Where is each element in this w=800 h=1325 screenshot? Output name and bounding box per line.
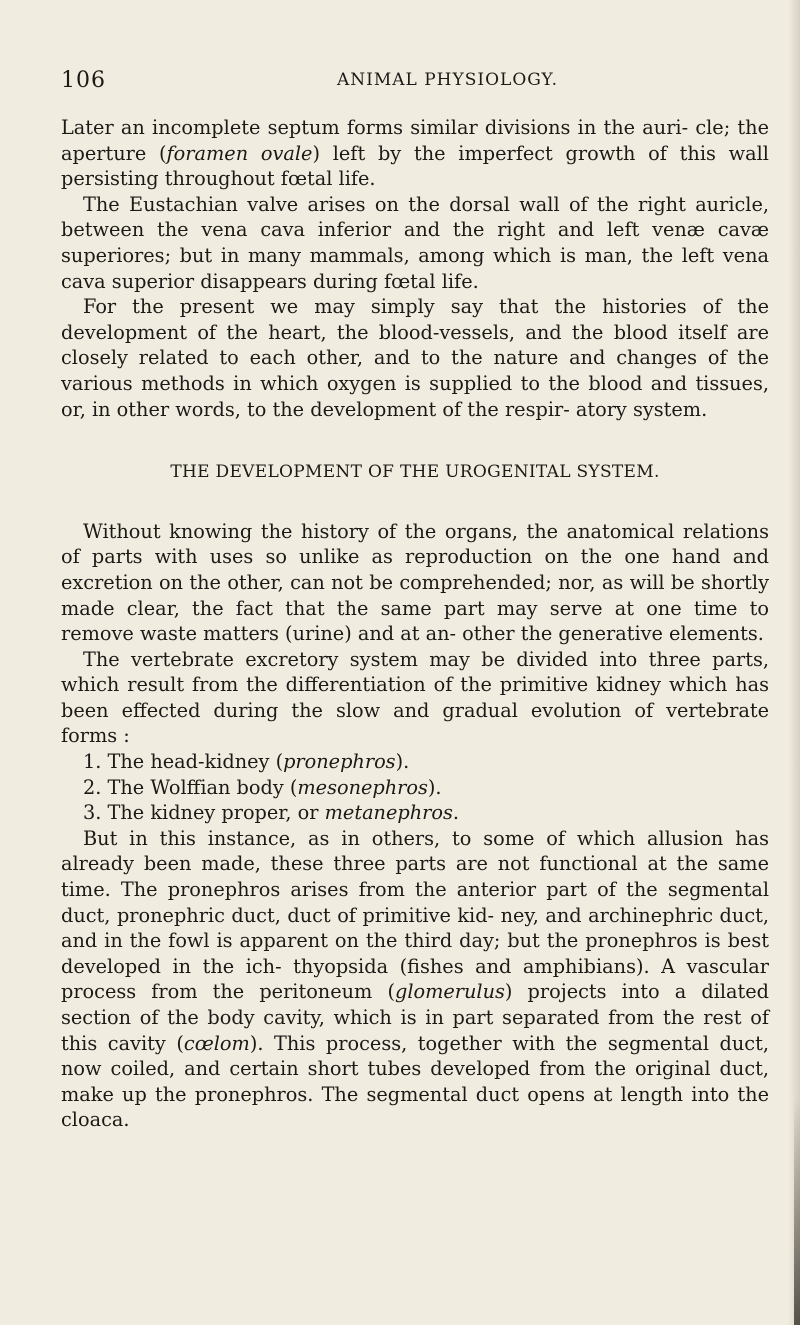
section-heading: THE DEVELOPMENT OF THE UROGENITAL SYSTEM. (170, 462, 660, 483)
paragraph-pronephros: But in this instance, as in others, to some of which allusion has already been made, these three parts are not functional at the same time. The pronephros arises from the anterior part of the segmental duct, pronephric duct, duct of primitive kid- ney, and archinephric duct, and in the fowl is apparent on the third day; but the pronephros is best developed in the ich- thyopsida (fishes and amphibians). A vascular process from the peritoneum (glomerulus) projects into a dilated section of the body cavity, which is in part separated from the rest of this cavity (cœlom). This process, together with the segmental duct, now coiled, and certain short tubes developed from the original duct, make up the pronephros. The segmental duct opens at length into the cloaca. (61, 826, 769, 1132)
list-item-pronephros: 1. The head-kidney (pronephros). (83, 750, 410, 774)
page-number: 106 (61, 68, 106, 93)
paragraph-eustachian-valve: The Eustachian valve arises on the dorsal wall of the right auricle, between the vena cava inferior and the right and left venæ cavæ superiores; but in many mammals, among which is man, the left vena cava superior disappears during fœtal life. (61, 192, 769, 293)
paragraph-respiratory-system: For the present we may simply say that the histories of the development of the heart, the blood-vessels, and the blood itself are closely related to each other, and to the nature and changes of the various methods in which oxygen is supplied to the blood and tissues, or, in other words, to the development of the respir- atory system. (61, 295, 769, 421)
running-head: ANIMAL PHYSIOLOGY. (337, 70, 558, 90)
term-coelom: cœlom (183, 1031, 250, 1055)
page-header (61, 62, 760, 96)
term-glomerulus: glomerulus (394, 980, 505, 1004)
paragraph-septum: Later an incomplete septum forms similar divisions in the auri- cle; the aperture (foramen ovale) left by the imperfect growth of this wall persisting throughout fœtal life. (61, 116, 769, 191)
list-item-mesonephros: 2. The Wolffian body (mesonephros). (83, 775, 442, 799)
body-text (61, 115, 769, 1133)
list-item-metanephros: 3. The kidney proper, or metanephros. (83, 801, 460, 825)
binding-edge-shadow (794, 1100, 800, 1325)
term-foramen-ovale: foramen ovale (166, 141, 313, 165)
paragraph-organ-history: Without knowing the history of the organs, the anatomical relations of parts with uses so unlike as reproduction on the one hand and excretion on the other, can not be comprehended; nor, as will be shortly made clear, the fact that the same part may serve at one time to remove waste matters (urine) and at an- other the generative elements. (61, 519, 769, 646)
paragraph-excretory-system: The vertebrate excretory system may be divided into three parts, which result from the differentiation of the primitive kidney which has been effected during the slow and gradual evolution of vertebrate forms : (61, 647, 769, 748)
